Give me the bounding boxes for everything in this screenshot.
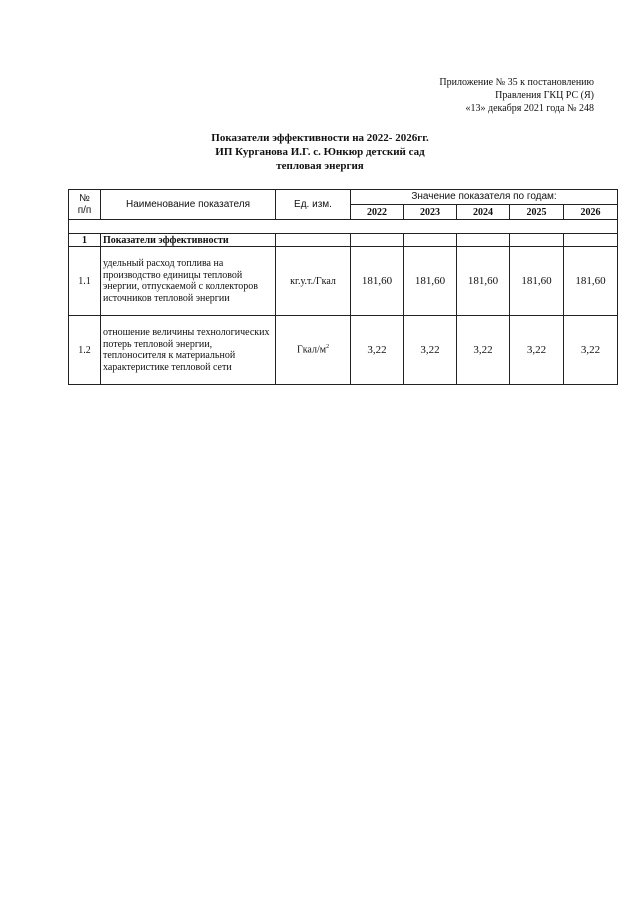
appendix-note: [439, 76, 594, 115]
spacer-cell: [69, 220, 618, 234]
header-name: Наименование показателя: [101, 190, 276, 220]
year-2024: 2024: [457, 205, 510, 220]
indicator-name: удельный расход топлива на производство единицы тепловой энергии, отпускаемой с коллекторов источников тепловой энергии: [101, 247, 276, 316]
title-line-2: ИП Курганова И.Г. с. Юнкюр детский сад: [215, 146, 425, 158]
unit-superscript: 2: [326, 344, 330, 351]
section-label: Показатели эффективности: [101, 234, 276, 247]
year-2025: 2025: [510, 205, 564, 220]
value-2026: 3,22: [564, 316, 618, 385]
table-row: [69, 316, 618, 385]
header-number: [69, 190, 101, 220]
year-2022: 2022: [351, 205, 404, 220]
indicator-name: отношение величины технологических потерь тепловой энергии, теплоносителя к материальной характеристике тепловой сети: [101, 316, 276, 385]
value-2025: 3,22: [510, 316, 564, 385]
section-empty-2025: [510, 234, 564, 247]
row-number: 1.1: [69, 247, 101, 316]
header-number-line-1: №: [79, 192, 90, 204]
value-2024: 181,60: [457, 247, 510, 316]
section-empty-unit: [276, 234, 351, 247]
appendix-line-2: Правления ГКЦ РС (Я): [495, 90, 594, 101]
section-empty-2026: [564, 234, 618, 247]
row-number: 1.2: [69, 316, 101, 385]
title-line-1: Показатели эффективности на 2022- 2026гг.: [211, 132, 429, 144]
section-empty-2022: [351, 234, 404, 247]
unit-text: Гкал/м: [296, 344, 327, 356]
indicators-table: [68, 189, 618, 385]
header-number-line-2: п/п: [77, 204, 92, 216]
value-2024: 3,22: [457, 316, 510, 385]
spacer-row: [69, 220, 618, 234]
document-title: [0, 131, 640, 173]
value-2022: 3,22: [351, 316, 404, 385]
indicator-unit: [276, 316, 351, 385]
section-row: [69, 234, 618, 247]
appendix-line-1: Приложение № 35 к постановлению: [439, 77, 594, 88]
section-number: 1: [69, 234, 101, 247]
value-2025: 181,60: [510, 247, 564, 316]
value-2022: 181,60: [351, 247, 404, 316]
title-line-3: тепловая энергия: [276, 160, 364, 172]
header-unit: Ед. изм.: [276, 190, 351, 220]
year-2023: 2023: [404, 205, 457, 220]
section-empty-2024: [457, 234, 510, 247]
header-values-group: Значение показателя по годам:: [351, 190, 618, 205]
value-2023: 181,60: [404, 247, 457, 316]
year-2026: 2026: [564, 205, 618, 220]
section-empty-2023: [404, 234, 457, 247]
value-2026: 181,60: [564, 247, 618, 316]
header-row: [69, 190, 618, 205]
table-row: [69, 247, 618, 316]
appendix-line-3: «13» декабря 2021 года № 248: [465, 103, 594, 114]
value-2023: 3,22: [404, 316, 457, 385]
indicator-unit: кг.у.т./Гкал: [276, 247, 351, 316]
